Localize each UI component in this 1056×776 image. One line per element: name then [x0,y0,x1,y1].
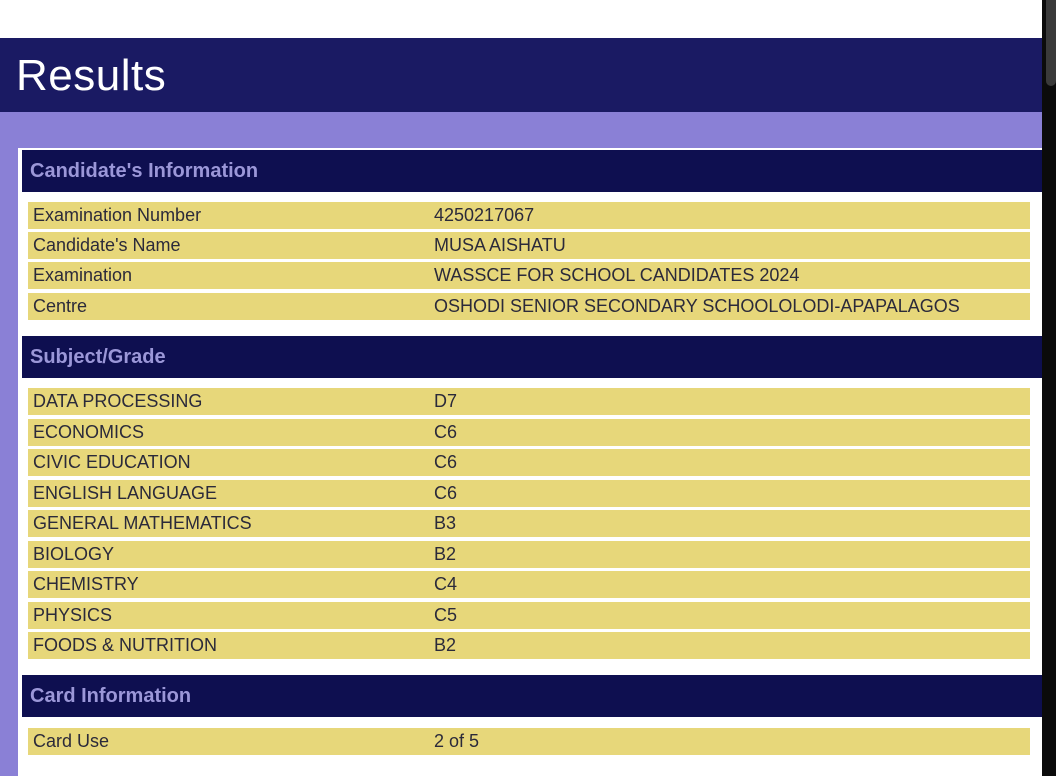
subject-row [28,571,1030,598]
info-row-examination [28,262,1030,289]
card-use-row [28,728,1030,755]
subject-grade: C6 [434,452,458,472]
subject-grade-header: Subject/Grade [22,336,1042,378]
subject-name: CIVIC EDUCATION [33,452,191,472]
subject-row [28,632,1030,659]
subject-row [28,602,1030,629]
subject-row [28,419,1030,446]
subject-grade: D7 [434,391,458,411]
subject-name: CHEMISTRY [33,574,139,594]
scrollbar-thumb[interactable] [1046,0,1056,86]
title-bar [0,38,1042,112]
subject-name: DATA PROCESSING [33,391,203,411]
subject-name: ENGLISH LANGUAGE [33,483,218,503]
subject-name: ECONOMICS [33,422,145,442]
info-label: Centre [33,296,88,316]
top-strip [0,0,1040,38]
info-row-candidate-name [28,232,1030,259]
subject-row [28,449,1030,476]
subject-row [28,510,1030,537]
subject-row [28,388,1030,415]
card-use-label: Card Use [33,731,110,751]
subject-grade: C5 [434,605,458,625]
card-info-header: Card Information [22,675,1042,717]
subject-grade: C6 [434,483,458,503]
subject-grade: C6 [434,422,458,442]
info-row-exam-number [28,202,1030,229]
subject-row [28,480,1030,507]
info-label: Examination [33,265,133,285]
screen-edge [1042,0,1056,776]
subject-grade: B3 [434,513,457,533]
page-title: Results [16,51,167,100]
subject-name: GENERAL MATHEMATICS [33,513,252,533]
subject-row [28,541,1030,568]
info-value: WASSCE FOR SCHOOL CANDIDATES 2024 [434,265,800,285]
subject-name: FOODS & NUTRITION [33,635,217,655]
subject-grade: C4 [434,574,458,594]
subject-grade: B2 [434,635,457,655]
candidate-info-header: Candidate's Information [22,150,1042,192]
card-use-value: 2 of 5 [434,731,480,751]
info-label: Candidate's Name [33,235,181,255]
info-label: Examination Number [33,205,202,225]
subject-grade: B2 [434,544,457,564]
info-value: 4250217067 [434,205,535,225]
subject-name: BIOLOGY [33,544,115,564]
subject-name: PHYSICS [33,605,113,625]
info-value: OSHODI SENIOR SECONDARY SCHOOLOLODI-APAPALAGOS [434,296,960,316]
info-row-centre [28,293,1030,320]
info-value: MUSA AISHATU [434,235,566,255]
